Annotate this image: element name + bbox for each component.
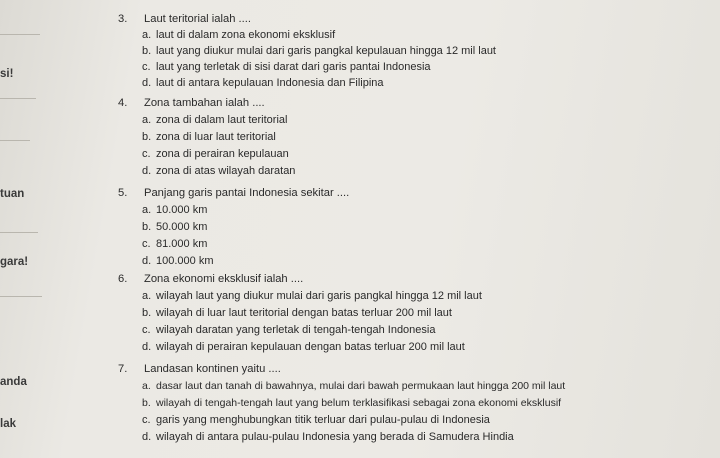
question-text: Zona ekonomi eksklusif ialah .... <box>144 273 304 285</box>
option-7d: d. wilayah di antara pulau-pulau Indonesia yang berada di Samudera Hindia <box>142 431 514 443</box>
option-4c: c. zona di perairan kepulauan <box>142 148 289 160</box>
question-3 <box>118 12 251 26</box>
question-number: 3. <box>118 13 128 25</box>
question-number: 7. <box>118 363 128 375</box>
option-4d: d. zona di atas wilayah daratan <box>142 165 296 177</box>
margin-fragment: lak <box>0 418 16 430</box>
option-7c: c. garis yang menghubungkan titik terluar dari pulau-pulau di Indonesia <box>142 414 490 426</box>
option-7b: b. wilayah di tengah-tengah laut yang belum terklasifikasi sebagai zona ekonomi eksklusif <box>142 397 562 409</box>
question-text: Zona tambahan ialah .... <box>144 97 265 109</box>
option-3b: b. laut yang diukur mulai dari garis pangkal kepulauan hingga 12 mil laut <box>142 45 496 57</box>
question-6 <box>118 272 303 286</box>
question-text: Laut teritorial ialah .... <box>144 13 251 25</box>
margin-rule <box>0 232 38 233</box>
question-number: 6. <box>118 273 128 285</box>
option-7a: a. dasar laut dan tanah di bawahnya, mulai dari bawah permukaan laut hingga 200 mil laut <box>142 380 566 392</box>
option-4a: a. zona di dalam laut teritorial <box>142 114 288 126</box>
margin-rule <box>0 34 40 35</box>
question-text: Landasan kontinen yaitu .... <box>144 363 281 375</box>
option-6c: c. wilayah daratan yang terletak di tengah-tengah Indonesia <box>142 324 436 336</box>
margin-rule <box>0 296 42 297</box>
margin-fragment: anda <box>0 376 27 388</box>
margin-fragment: si! <box>0 68 14 80</box>
question-4 <box>118 96 265 110</box>
left-page-margin <box>0 0 110 458</box>
option-5d: d. 100.000 km <box>142 255 214 267</box>
option-6a: a. wilayah laut yang diukur mulai dari garis pangkal hingga 12 mil laut <box>142 290 482 302</box>
option-3a: a. laut di dalam zona ekonomi eksklusif <box>142 29 336 41</box>
margin-fragment: tuan <box>0 188 25 200</box>
option-3d: d. laut di antara kepulauan Indonesia dan Filipina <box>142 77 384 89</box>
margin-fragment: gara! <box>0 256 29 268</box>
question-7 <box>118 362 281 376</box>
option-3c: c. laut yang terletak di sisi darat dari garis pantai Indonesia <box>142 61 431 73</box>
margin-rule <box>0 98 36 99</box>
option-6d: d. wilayah di perairan kepulauan dengan batas terluar 200 mil laut <box>142 341 465 353</box>
option-5a: a. 10.000 km <box>142 204 208 216</box>
margin-rule <box>0 140 30 141</box>
option-5c: c. 81.000 km <box>142 238 208 250</box>
option-6b: b. wilayah di luar laut teritorial dengan batas terluar 200 mil laut <box>142 307 452 319</box>
option-4b: b. zona di luar laut teritorial <box>142 131 276 143</box>
question-number: 4. <box>118 97 128 109</box>
question-text: Panjang garis pantai Indonesia sekitar .... <box>144 187 350 199</box>
question-number: 5. <box>118 187 128 199</box>
option-5b: b. 50.000 km <box>142 221 208 233</box>
question-5 <box>118 186 349 200</box>
